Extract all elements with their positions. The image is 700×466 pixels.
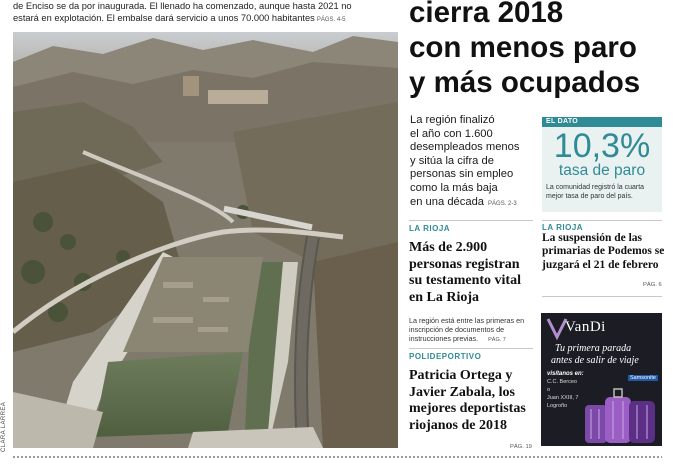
stat-box-value: 10,3% [553, 127, 651, 165]
ad-tagline-2: antes de salir de viaje [551, 355, 639, 366]
lede-line: La región finalizó [410, 114, 495, 126]
ad-visit-label: visítanos en: [547, 371, 584, 377]
story-headline-deportistas[interactable]: Patricia Ortega y Javier Zabala, los mejores deportistas riojanos de 2018 [409, 368, 526, 433]
main-headline [409, 0, 700, 100]
story-page-ref: PÁG. 6 [643, 282, 662, 288]
ad-address-line: Logroño [547, 403, 568, 409]
divider [409, 348, 533, 349]
headline-line-1: cierra 2018 [409, 0, 564, 29]
story-kicker: LA RIOJA [542, 223, 584, 232]
ad-brand: VanDi [565, 319, 606, 335]
ad-partner-logo: Samsonite [630, 375, 656, 381]
ad-address-line: Juan XXIII, 7 [547, 395, 579, 401]
stat-box [542, 117, 662, 212]
ad-address-line: C.C. Berceo [547, 379, 577, 385]
story-summary-text: La región está entre las primeras en inscripción de documentos de instrucciones previas. [409, 316, 525, 344]
lede-line: el año con 1.600 [410, 127, 493, 140]
vandi-ad[interactable] [541, 313, 662, 446]
photo-credit: CLARA LARREA [1, 401, 7, 452]
story-page-ref: PÁG. 7 [488, 337, 506, 344]
stat-box-subtitle: tasa de paro [558, 162, 646, 179]
story-headline-testamento[interactable]: Más de 2.900 personas registran su testamento vital en La Rioja [409, 240, 521, 305]
bottom-rule [13, 456, 662, 458]
headline-line-2: con menos paro [409, 31, 637, 64]
lede-line: en una década [410, 195, 485, 208]
divider [542, 220, 662, 221]
dam-photo-illustration [13, 32, 398, 448]
ad-tagline-1: Tu primera parada [555, 343, 632, 354]
story-summary-testamento [409, 316, 533, 346]
lede-line: personas sin empleo [410, 168, 514, 181]
story-kicker: LA RIOJA [409, 224, 451, 233]
story-kicker: POLIDEPORTIVO [409, 352, 482, 361]
dam-photo [13, 32, 398, 448]
caption-line-1: de Enciso se da por inaugurada. El llenado ha comenzado, aunque hasta 2021 no [13, 1, 352, 11]
caption-line-2: estará en explotación. El embalse dará servicio a unos 70.000 habitantes [13, 12, 315, 23]
divider [542, 296, 662, 297]
lede-line: como la más baja [410, 181, 498, 194]
lede-line: y sitúa la cifra de [410, 154, 494, 167]
lede-page-ref: PÁGS. 2-3 [488, 200, 517, 207]
lede-line: desempleados menos [410, 141, 520, 154]
caption-page-ref: PÁGS. 4-5 [316, 16, 346, 23]
stat-box-label: EL DATO [542, 117, 662, 127]
suitcases-image [581, 387, 659, 445]
stat-box-note: La comunidad registró la cuarta mejor tasa de paro del país. [546, 184, 645, 200]
photo-caption [13, 0, 398, 32]
divider [409, 220, 533, 221]
ad-address-line: o [547, 387, 551, 393]
lede-text [410, 114, 532, 211]
headline-line-3: y más ocupados [409, 66, 641, 99]
story-headline-podemos[interactable]: La suspensión de las primarias de Podemos se juzgará el 21 de febrero [542, 232, 665, 271]
story-page-ref: PÁG. 19 [510, 444, 532, 450]
